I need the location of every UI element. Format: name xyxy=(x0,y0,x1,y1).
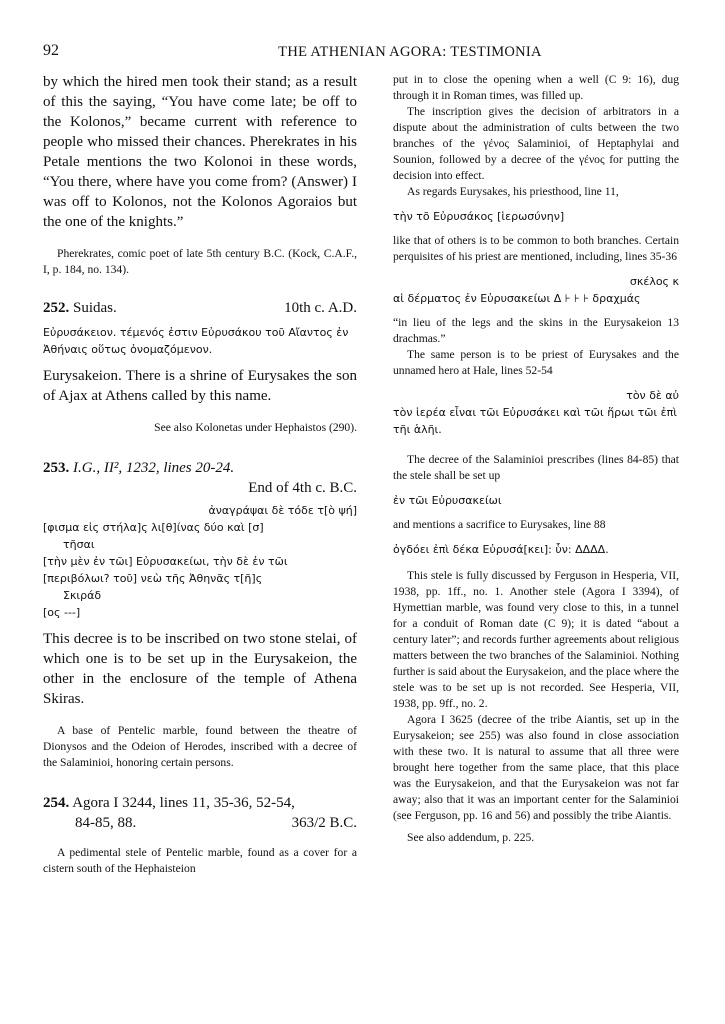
page-header xyxy=(0,42,725,66)
right-paragraph: Agora I 3625 (decree of the tribe Aiantis, set up in the Eurysakeion; see 255) was also found in close association with these two. It is natural to assume that all three were brought here together from the same place, that this place was the Eurysakeion, and that the Eurysakeion was not far away; also that it was an important center for the Salaminioi (see Ferguson, pp. 16 and 56) and possibly the tribe Aiantis. xyxy=(393,713,679,822)
entry-252-heading xyxy=(43,298,357,318)
continued-translation: by which the hired men took their stand; as a result of this the saying, “You have come late; be off to the Kolonos,” became current with reference to people who missed their chances. Pherekrates in his Petale mentions the two Kolonoi in these words, “You there, where have you come from? (Answer) I was off to Kolonos, not the Kolonos Agoraios but the one of the knights.” xyxy=(43,74,357,230)
entry-254-heading xyxy=(43,793,357,813)
right-paragraph: The same person is to be priest of Eurysakes and the unnamed hero at Hale, lines 52-54 xyxy=(393,348,679,377)
greek-line: τῆσαι xyxy=(63,538,95,551)
entry-254-number: 254. xyxy=(43,795,70,811)
entry-252 xyxy=(43,298,357,436)
entry-253-translation: This decree is to be inscribed on two stone stelai, of which one is to be set up in the Eurysakeion, the other in the enclosure of the temple of Athena Skiras. xyxy=(43,631,357,707)
entry-252-translation: Eurysakeion. There is a shrine of Eurysakes the son of Ajax at Athens called by this name. xyxy=(43,368,357,404)
right-paragraph: “in lieu of the legs and the skins in the Eurysakeion 13 drachmas.” xyxy=(393,316,679,345)
greek-line: ἀναγράψαι δὲ τόδε τ[ὸ ψή] xyxy=(208,504,357,517)
addendum-note: See also addendum, p. 225. xyxy=(407,831,535,844)
entry-254 xyxy=(43,793,357,877)
entry-254-date: 363/2 B.C. xyxy=(291,815,357,831)
entry-254-title-cont: 84-85, 88. xyxy=(75,815,137,831)
greek-line: [φισμα εἰς στήλα]ς λι[θ]ίνας δύο καὶ [σ] xyxy=(43,521,264,534)
greek-line: [περιβόλωι? τοῦ] νεὼ τῆς Ἀθηνᾶς τ[ῆ]ς xyxy=(43,572,263,585)
right-paragraph: The inscription gives the decision of arbitrators in a dispute about the administration of cults between the two branches of the γένος Salaminioi, of Heptaphylai and Sounion, followed by a decree of the γένος for putting the decision into effect. xyxy=(393,105,679,182)
running-title: THE ATHENIAN AGORA: TESTIMONIA xyxy=(278,44,542,60)
right-paragraph: and mentions a sacrifice to Eurysakes, line 88 xyxy=(393,518,606,531)
greek-quote: αἱ δέρματος ἐν Εὐρυσακείωι Δ ⊦ ⊦ ⊦ δραχμάς xyxy=(393,292,641,305)
greek-quote: σκέλος κ xyxy=(629,275,679,288)
entry-253-date: End of 4th c. B.C. xyxy=(248,480,357,496)
greek-quote: τὴν τõ Εὐρυσάκος [ἱερωσύνην] xyxy=(393,210,565,223)
entry-252-see-also: See also Kolonetas under Hephaistos (290). xyxy=(154,421,357,434)
greek-quote: ὀγδόει ἐπὶ δέκα Εὐρυσά[κει]: ὗν: ΔΔΔΔ. xyxy=(393,543,609,556)
entry-253-heading xyxy=(43,458,357,478)
entry-254-heading-line2 xyxy=(43,813,357,833)
base-note: A base of Pentelic marble, found between the theatre of Dionysos and the Odeion of Herodes, inscribed with a decree of the Salaminioi, honoring certain persons. xyxy=(43,724,357,769)
entry-252-greek: Εὐρυσάκειον. τέμενός ἐστιν Εὐρυσάκου τοῦ Αἴαντος ἐν Ἀθήναις οὕτως ὀνομαζόμενον. xyxy=(43,326,349,356)
entry-253-greek xyxy=(43,502,357,621)
left-column xyxy=(43,72,357,877)
right-column xyxy=(393,72,679,846)
entry-252-number: 252. xyxy=(43,300,70,316)
right-paragraph: like that of others is to be common to both branches. Certain perquisites of his priest are mentioned, including, lines 35-36 xyxy=(393,234,679,263)
right-paragraph: This stele is fully discussed by Ferguson in Hesperia, VII, 1938, pp. 1ff., no. 1. Another stele (Agora I 3394), of Hymettian marble, was found very close to this, in a tunnel for a conduit of Roman date (C 9); it is dated “about a century later”; and records further agreements about religious matters between the two branches of the Salaminioi. Nothing further is said about the Eurysakeion, and the place where the stele was to be set up is not recorded. See Hesperia, VII, 1938, pp. 9ff., no. 2. xyxy=(393,569,679,710)
right-paragraph: put in to close the opening when a well (C 9: 16), dug through it in Roman times, was filled up. xyxy=(393,73,679,102)
greek-quote: ἐν τῶι Εὐρυσακείωι xyxy=(393,494,502,507)
continued-source-note: Pherekrates, comic poet of late 5th century B.C. (Kock, C.A.F., I, p. 184, no. 134). xyxy=(43,247,357,276)
entry-253 xyxy=(43,458,357,709)
right-paragraph: As regards Eurysakes, his priesthood, line 11, xyxy=(407,185,619,198)
right-paragraph: The decree of the Salaminioi prescribes (lines 84-85) that the stele shall be set up xyxy=(393,453,679,482)
entry-254-title: Agora I 3244, lines 11, 35-36, 52-54, xyxy=(72,795,295,811)
greek-line: [τὴν μὲν ἐν τῶι] Εὐρυσακείωι, τὴν δὲ ἐν τῶι xyxy=(43,555,288,568)
greek-line: [ος ---] xyxy=(43,606,81,619)
entry-252-title: Suidas. xyxy=(73,300,117,316)
page-number: 92 xyxy=(43,42,59,59)
entry-254-note: A pedimental stele of Pentelic marble, found as a cover for a cistern south of the Hephaisteion xyxy=(43,846,357,875)
entry-252-date: 10th c. A.D. xyxy=(284,300,357,316)
entry-253-number: 253. xyxy=(43,460,70,476)
greek-quote: τὸν ἱερέα εἶναι τῶι Εὐρυσάκει καὶ τῶι ἥρωι τῶι ἐπὶ τῆι ἁλῆι. xyxy=(393,406,677,436)
greek-line: Σκιράδ xyxy=(63,589,102,602)
greek-quote: τὸν δὲ αὐ xyxy=(626,389,679,402)
entry-253-title: I.G., II², 1232, lines 20-24. xyxy=(73,460,235,476)
